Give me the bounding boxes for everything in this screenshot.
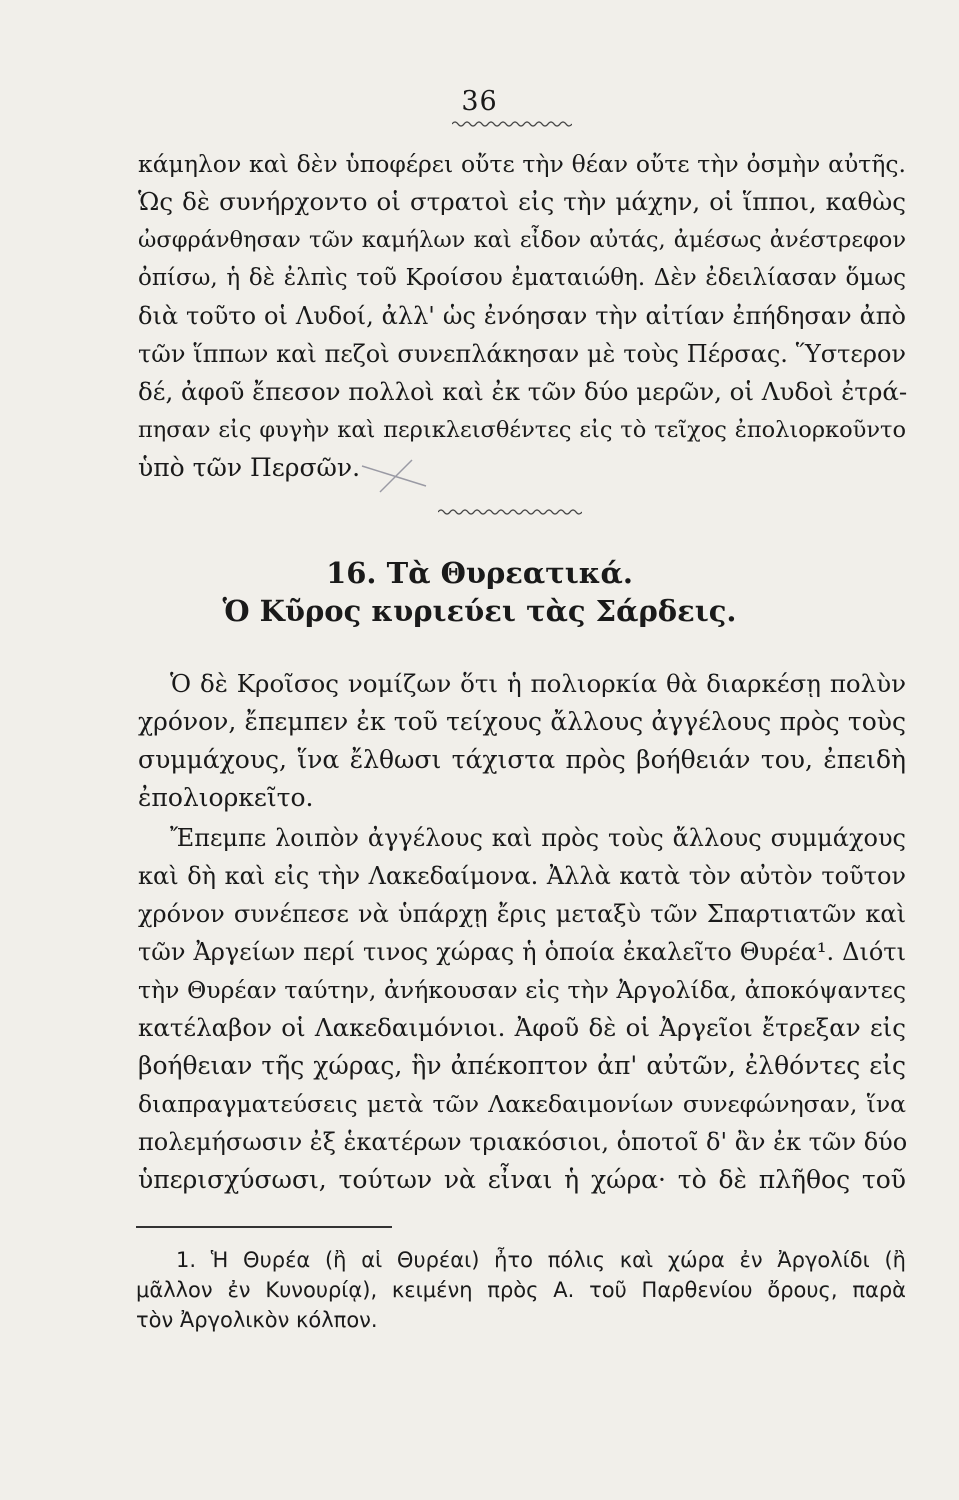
footnote-rule xyxy=(136,1226,392,1228)
text-line: κάμηλον καὶ δὲν ὑποφέρει οὔτε τὴν θέαν οὔτε τὴν ὀσμὴν αὐτῆς. xyxy=(138,150,906,178)
text-line: Ἔπεμπε λοιπὸν ἀγγέλους καὶ πρὸς τοὺς ἄλλους συμμάχους xyxy=(170,824,906,852)
text-line: Ὡς δὲ συνήρχοντο οἱ στρατοὶ εἰς τὴν μάχην, οἱ ἵπποι, καθὼς xyxy=(138,187,906,216)
text-line: διὰ τοῦτο οἱ Λυδοί, ἀλλ' ὡς ἐνόησαν τὴν αἰτίαν ἐπήδησαν ἀπὸ xyxy=(138,302,906,330)
text-line: τῶν ἵππων καὶ πεζοὶ συνεπλάκησαν μὲ τοὺς Πέρσας. Ὕστερον xyxy=(138,340,906,368)
footnote-line: τὸν Ἀργολικὸν κόλπον. xyxy=(136,1308,378,1332)
chapter-subheading: Ὁ Κῦρος κυριεύει τὰς Σάρδεις. xyxy=(222,594,737,628)
text-line: ἐπολιορκεῖτο. xyxy=(138,783,314,812)
text-line: πολεμήσωσιν ἐξ ἑκατέρων τριακόσιοι, ὁποτοῖ δ' ἂν ἐκ τῶν δύο xyxy=(138,1128,908,1156)
text-line: Ὁ δὲ Κροῖσος νομίζων ὅτι ἡ πολιορκία θὰ διαρκέσῃ πολὺν xyxy=(170,669,906,698)
text-line: ὑπὸ τῶν Περσῶν. xyxy=(138,453,361,482)
pencil-cross-mark xyxy=(360,456,430,496)
footnote-line: μᾶλλον ἐν Κυνουρίᾳ), κειμένη πρὸς Α. τοῦ Παρθενίου ὄρους, παρὰ xyxy=(136,1278,906,1302)
text-line: πησαν εἰς φυγὴν καὶ περικλεισθέντες εἰς τὸ τεῖχος ἐπολιορκοῦντο xyxy=(138,417,906,443)
footnote-line: 1. Ἡ Θυρέα (ἢ αἱ Θυρέαι) ἦτο πόλις καὶ χώρα ἐν Ἀργολίδι (ἢ xyxy=(176,1248,906,1272)
page-number: 36 xyxy=(461,86,498,117)
text-line: δέ, ἀφοῦ ἔπεσον πολλοὶ καὶ ἐκ τῶν δύο μερῶν, οἱ Λυδοὶ ἐτρά- xyxy=(138,377,908,406)
text-line: ὑπερισχύσωσι, τούτων νὰ εἶναι ἡ χώρα· τὸ δὲ πλῆθος τοῦ xyxy=(138,1165,906,1194)
text-line: συμμάχους, ἵνα ἔλθωσι τάχιστα πρὸς βοήθειάν του, ἐπειδὴ xyxy=(138,745,906,774)
section-divider xyxy=(438,508,582,516)
text-line: χρόνον, ἔπεμπεν ἐκ τοῦ τείχους ἄλλους ἀγγέλους πρὸς τοὺς xyxy=(138,707,906,736)
text-line: βοήθειαν τῆς χώρας, ἣν ἀπέκοπτον ἀπ' αὐτῶν, ἐλθόντες εἰς xyxy=(138,1051,906,1080)
text-line: διαπραγματεύσεις μετὰ τῶν Λακεδαιμονίων συνεφώνησαν, ἵνα xyxy=(138,1090,906,1118)
text-line: τὴν Θυρέαν ταύτην, ἀνήκουσαν εἰς τὴν Ἀργολίδα, ἀποκόψαντες xyxy=(138,976,906,1004)
text-line: ὠσφράνθησαν τῶν καμήλων καὶ εἶδον αὐτάς, ἀμέσως ἀνέστρεφον xyxy=(138,227,906,253)
chapter-heading: 16. Τὰ Θυρεατικά. xyxy=(326,556,633,590)
text-line: τῶν Ἀργείων περί τινος χώρας ἡ ὁποία ἐκαλεῖτο Θυρέα¹. Διότι xyxy=(138,938,906,966)
page-number-underline xyxy=(452,120,572,128)
text-line: χρόνον συνέπεσε νὰ ὑπάρχῃ ἔρις μεταξὺ τῶν Σπαρτιατῶν καὶ xyxy=(138,900,906,928)
text-line: ὀπίσω, ἡ δὲ ἐλπὶς τοῦ Κροίσου ἐματαιώθη. Δὲν ἐδειλίασαν ὅμως xyxy=(138,265,906,291)
text-line: κατέλαβον οἱ Λακεδαιμόνιοι. Ἀφοῦ δὲ οἱ Ἀργεῖοι ἔτρεξαν εἰς xyxy=(138,1013,906,1042)
text-line: καὶ δὴ καὶ εἰς τὴν Λακεδαίμονα. Ἀλλὰ κατὰ τὸν αὐτὸν τοῦτον xyxy=(138,862,906,890)
